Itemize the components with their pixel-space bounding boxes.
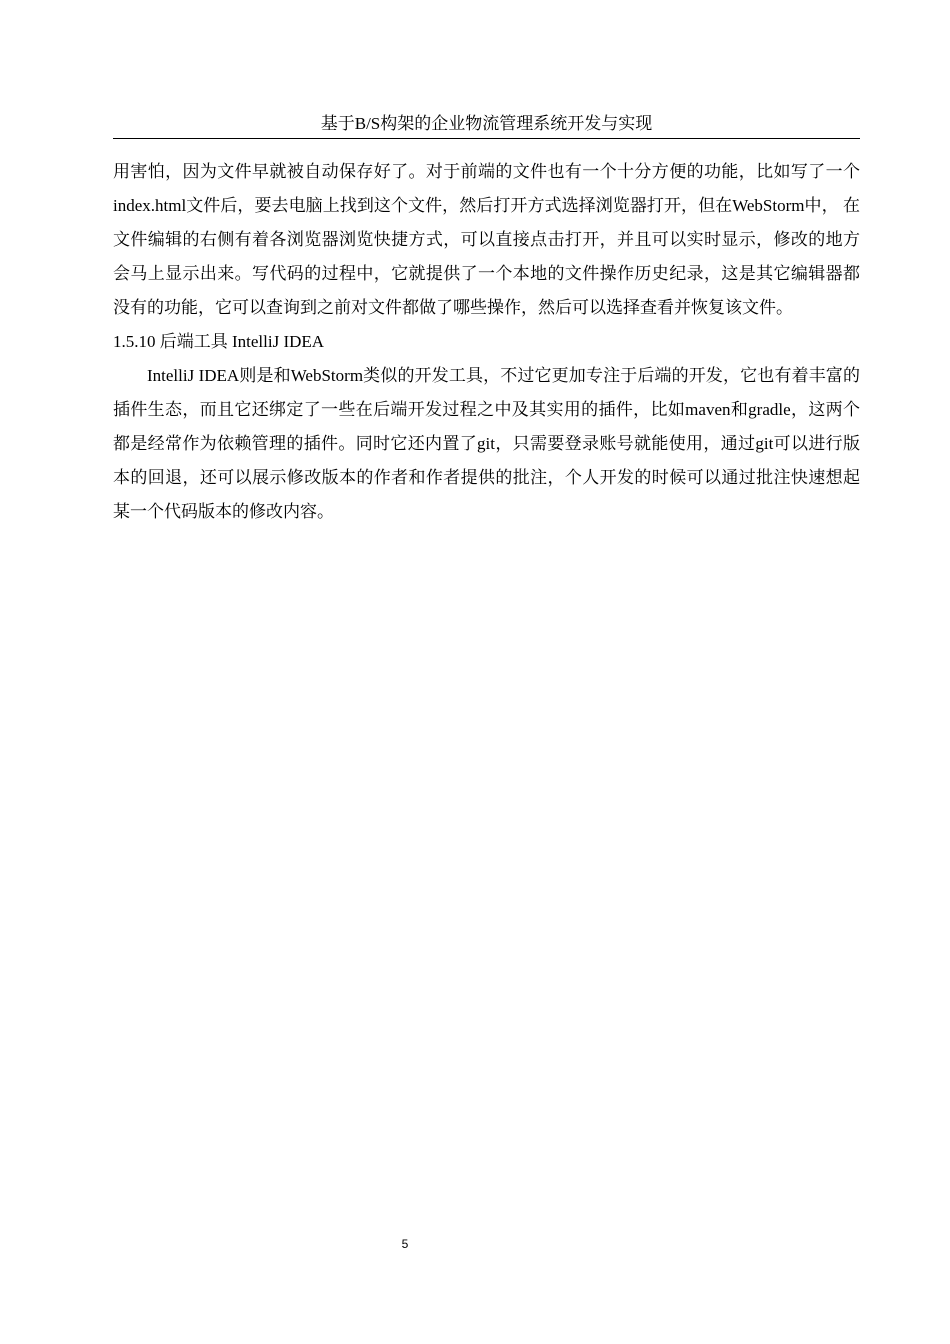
running-header (113, 110, 860, 139)
section-heading: 1.5.10 后端工具 IntelliJ IDEA (113, 332, 325, 351)
body-paragraph: 用害怕，因为文件早就被自动保存好了。对于前端的文件也有一个十分方便的功能，比如写了一个 index.html文件后，要去电脑上找到这个文件，然后打开方式选择浏览器打开，但在WebStorm中， 在文件编辑的右侧有着各浏览器浏览快捷方式，可以直接点击打开，并且可以实时显示，修改的地方会马上显示出来。写代码的过程中，它就提供了一个本地的文件操作历史纪录，这是其它编辑器都没有的功能，它可以查询到之前对文件都做了哪些操作，然后可以选择查看并恢复该文件。 (113, 162, 860, 317)
document-body (113, 155, 860, 529)
body-paragraph: IntelliJ IDEA则是和WebStorm类似的开发工具，不过它更加专注于后端的开发，它也有着丰富的插件生态，而且它还绑定了一些在后端开发过程之中及其实用的插件，比如maven和gradle，这两个都是经常作为依赖管理的插件。同时它还内置了git，只需要登录账号就能使用，通过git可以进行版本的回退，还可以展示修改版本的作者和作者提供的批注，个人开发的时候可以通过批注快速想起某一个代码版本的修改内容。 (113, 366, 860, 521)
page-number: 5 (401, 1237, 409, 1251)
running-header-title: 基于B/S构架的企业物流管理系统开发与实现 (320, 114, 653, 133)
